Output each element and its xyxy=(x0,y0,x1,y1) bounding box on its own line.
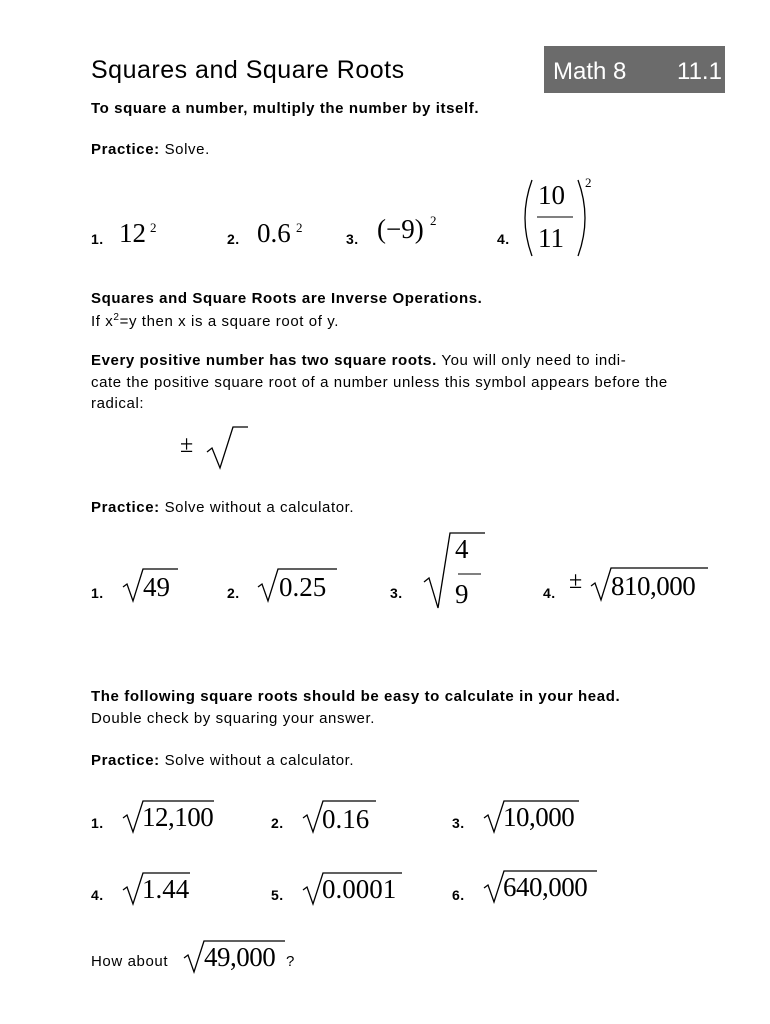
plus-minus-symbol: ± xyxy=(180,432,194,458)
two-roots-line-3: radical: xyxy=(91,395,145,412)
problem-number: 4. xyxy=(497,231,510,247)
bonus-suffix: ? xyxy=(286,953,295,970)
power-base: 0.6 xyxy=(257,218,291,248)
definition-text: If x xyxy=(91,313,114,330)
power-exponent: 2 xyxy=(585,175,592,190)
radicand: 1.44 xyxy=(142,874,190,904)
inverse-definition xyxy=(91,312,339,330)
problem-number: 6. xyxy=(452,887,465,903)
two-roots-line-1 xyxy=(91,352,626,369)
problem-number: 2. xyxy=(227,585,240,601)
fraction-numerator: 10 xyxy=(538,180,565,210)
radicand: 12,100 xyxy=(142,802,214,832)
plus-minus-symbol: ± xyxy=(569,568,583,594)
radicand: 0.0001 xyxy=(322,874,397,904)
practice-instruction: Solve without a calculator. xyxy=(164,752,355,769)
problem-number: 1. xyxy=(91,231,104,247)
practice-instruction: Solve without a calculator. xyxy=(164,499,355,516)
definition-exponent: 2 xyxy=(113,312,120,323)
fraction-denominator: 9 xyxy=(455,579,469,609)
radical-symbol-icon xyxy=(205,424,253,470)
intro-statement: To square a number, multiply the number by itself. xyxy=(91,100,480,117)
two-roots-line-2: cate the positive square root of a number unless this symbol appears before the xyxy=(91,374,668,391)
course-label: Math 8 xyxy=(553,58,627,85)
problem-number: 2. xyxy=(271,815,284,831)
page-title: Squares and Square Roots xyxy=(91,56,405,84)
problem-number: 3. xyxy=(452,815,465,831)
definition-text: =y then x is a square root of y. xyxy=(119,313,340,330)
practice-2-prompt xyxy=(91,499,354,516)
problem-number: 4. xyxy=(543,585,556,601)
practice-label: Practice: xyxy=(91,499,160,516)
radicand: 0.16 xyxy=(322,804,370,834)
practice-label: Practice: xyxy=(91,141,160,158)
easy-roots-heading: The following square roots should be easy to calculate in your head. xyxy=(91,688,621,705)
problem-number: 3. xyxy=(346,231,359,247)
easy-roots-sub: Double check by squaring your answer. xyxy=(91,710,376,727)
inverse-heading: Squares and Square Roots are Inverse Operations. xyxy=(91,290,483,307)
radicand: 0.25 xyxy=(279,572,327,602)
problem-number: 5. xyxy=(271,887,284,903)
two-roots-text: You will only need to indi- xyxy=(436,352,627,369)
two-roots-statement: Every positive number has two square roots. xyxy=(91,352,437,369)
radicand: 10,000 xyxy=(503,802,575,832)
practice-3-prompt xyxy=(91,752,354,769)
problem-number: 2. xyxy=(227,231,240,247)
bonus-prefix: How about xyxy=(91,953,169,970)
fraction-numerator: 4 xyxy=(455,534,469,564)
power-base: (−9) xyxy=(377,214,424,244)
radicand: 49 xyxy=(143,572,170,602)
practice-label: Practice: xyxy=(91,752,160,769)
section-number: 11.1 xyxy=(677,58,722,85)
practice-instruction: Solve. xyxy=(164,141,210,158)
fraction-denominator: 11 xyxy=(538,223,564,253)
radicand: 640,000 xyxy=(503,872,588,902)
problem-number: 1. xyxy=(91,815,104,831)
radicand: 49,000 xyxy=(204,942,276,972)
power-base: 12 xyxy=(119,218,146,248)
practice-1-prompt xyxy=(91,141,210,158)
power-exponent: 2 xyxy=(430,213,437,228)
problem-number: 4. xyxy=(91,887,104,903)
radicand: 810,000 xyxy=(611,571,696,601)
problem-number: 3. xyxy=(390,585,403,601)
power-exponent: 2 xyxy=(150,220,157,235)
power-exponent: 2 xyxy=(296,220,303,235)
problem-number: 1. xyxy=(91,585,104,601)
